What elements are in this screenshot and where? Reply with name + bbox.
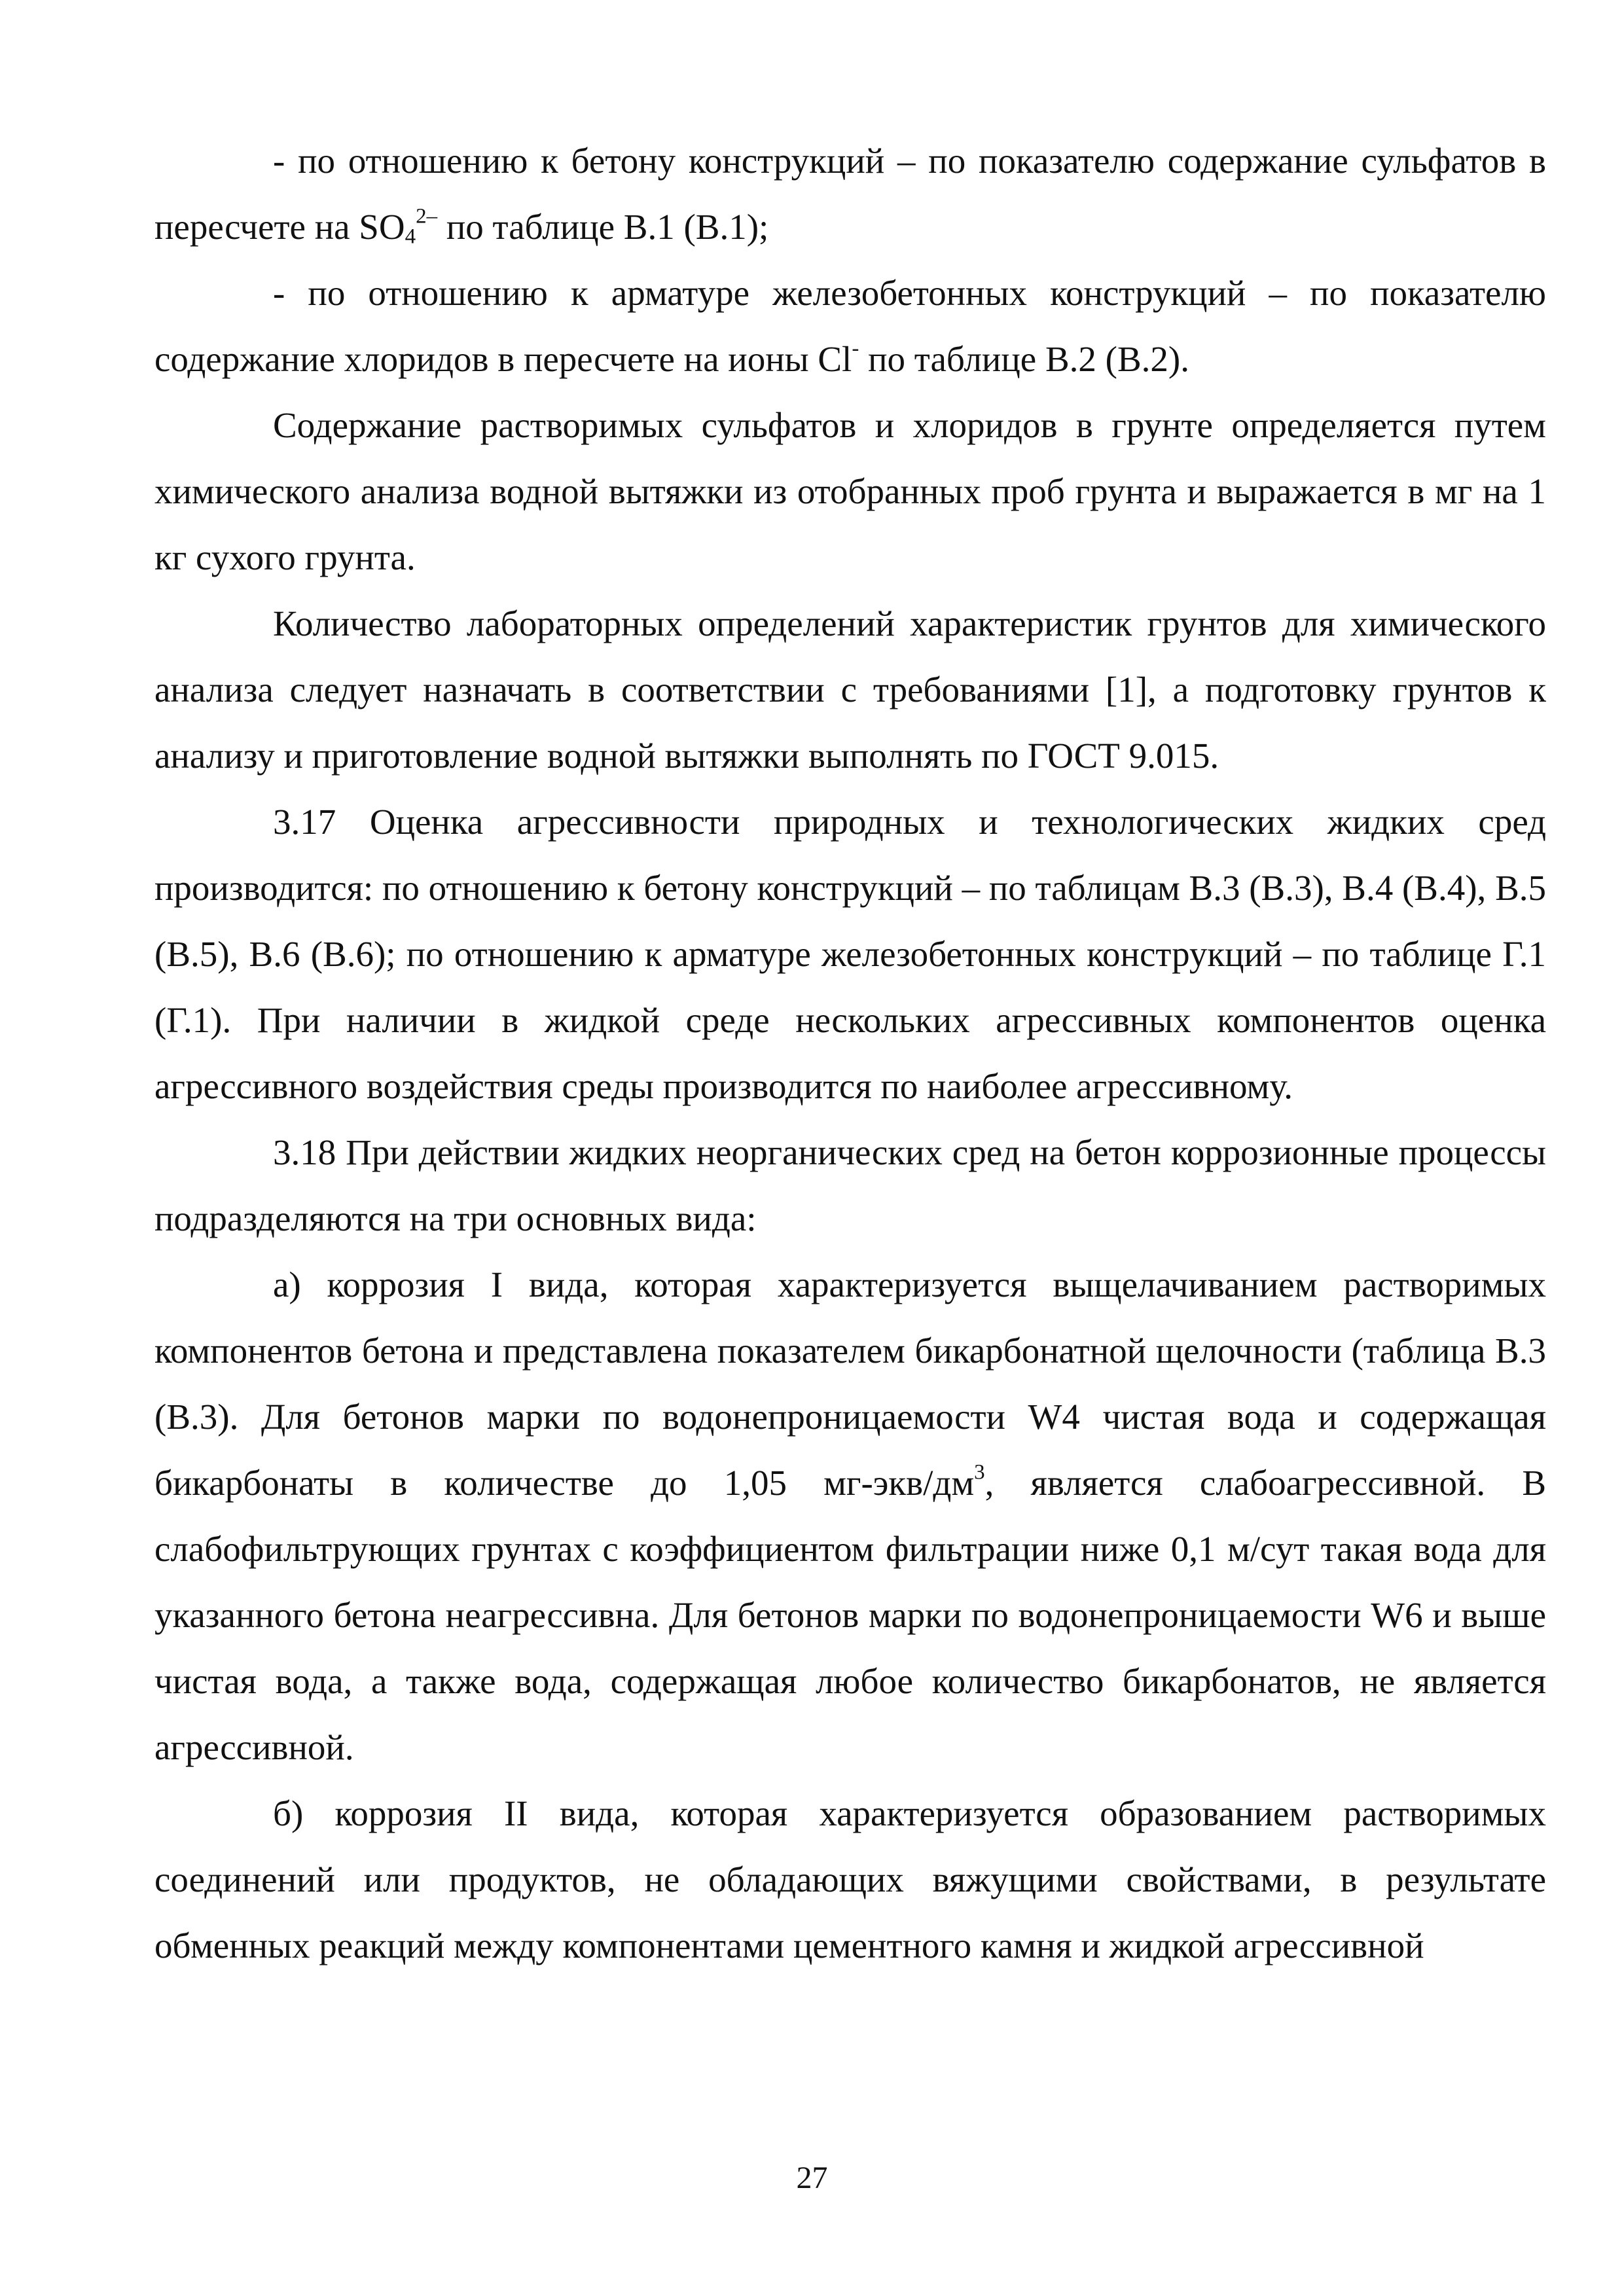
paragraph-text: - по отношению к арматуре железобетонных конструкций – по показателю содержание хлоридов в пересчете на ионы Cl (154, 273, 1546, 379)
superscript-minus: - (852, 336, 859, 361)
paragraph-text: а) коррозия I вида, которая характеризуется выщелачиванием растворимых компонентов бетона и представлена показателем бикарбонатной щелочности (таблица В.3 (В.3). Для бетонов марки по водонепроницаемости W4 чистая вода и содержащая бикарбонаты в количестве до 1,05 мг-экв/дм (154, 1265, 1546, 1503)
body-text (154, 128, 1546, 1979)
paragraph-sulfates-concrete (154, 128, 1546, 260)
paragraph-corrosion-type-2: б) коррозия II вида, которая характеризуется образованием растворимых соединений или продуктов, не обладающих вяжущими свойствами, в результате обменных реакций между компонентами цементного камня и жидкой агрессивной (154, 1793, 1546, 1965)
paragraph-3-18: 3.18 При действии жидких неорганических сред на бетон коррозионные процессы подразделяются на три основных вида: (154, 1132, 1546, 1238)
paragraph-text: - по отношению к бетону конструкций – по показателю содержание сульфатов в пересчете на SO (154, 141, 1546, 247)
paragraph-text-tail: , является слабоагрессивной. В слабофильтрующих грунтах с коэффициентом фильтрации ниже 0,1 м/сут такая вода для указанного бетона неагрессивна. Для бетонов марки по водонепроницаемости W6 и выше чистая вода, а также вода, содержащая любое количество бикарбонатов, не является агрессивной. (154, 1463, 1547, 1767)
subscript-4: 4 (405, 224, 416, 249)
page-number: 27 (796, 2161, 828, 2195)
paragraph-lab-determinations: Количество лабораторных определений характеристик грунтов для химического анализа следует назначать в соответствии с требованиями [1], а подготовку грунтов к анализу и приготовление водной вытяжки выполнять по ГОСТ 9.015. (154, 603, 1546, 776)
superscript-3: 3 (974, 1460, 985, 1484)
paragraph-soluble-content: Содержание растворимых сульфатов и хлоридов в грунте определяется путем химического анализа водной вытяжки из отобранных проб грунта и выражается в мг на 1 кг сухого грунта. (154, 405, 1546, 577)
paragraph-text-tail: по таблице В.2 (В.2). (859, 339, 1189, 379)
paragraph-chlorides-reinforcement (154, 260, 1546, 392)
paragraph-3-17: 3.17 Оценка агрессивности природных и технологических жидких сред производится: по отношению к бетону конструкций – по таблицам В.3 (В.3), В.4 (В.4), В.5 (В.5), В.6 (В.6); по отношению к арматуре железобетонных конструкций – по таблице Г.1 (Г.1). При наличии в жидкой среде нескольких агрессивных компонентов оценка агрессивного воздействия среды производится по наиболее агрессивному. (154, 802, 1546, 1106)
paragraph-text-tail: по таблице В.1 (В.1); (437, 207, 769, 247)
superscript-charge: 2– (416, 204, 438, 228)
paragraph-corrosion-type-1 (154, 1251, 1546, 1780)
